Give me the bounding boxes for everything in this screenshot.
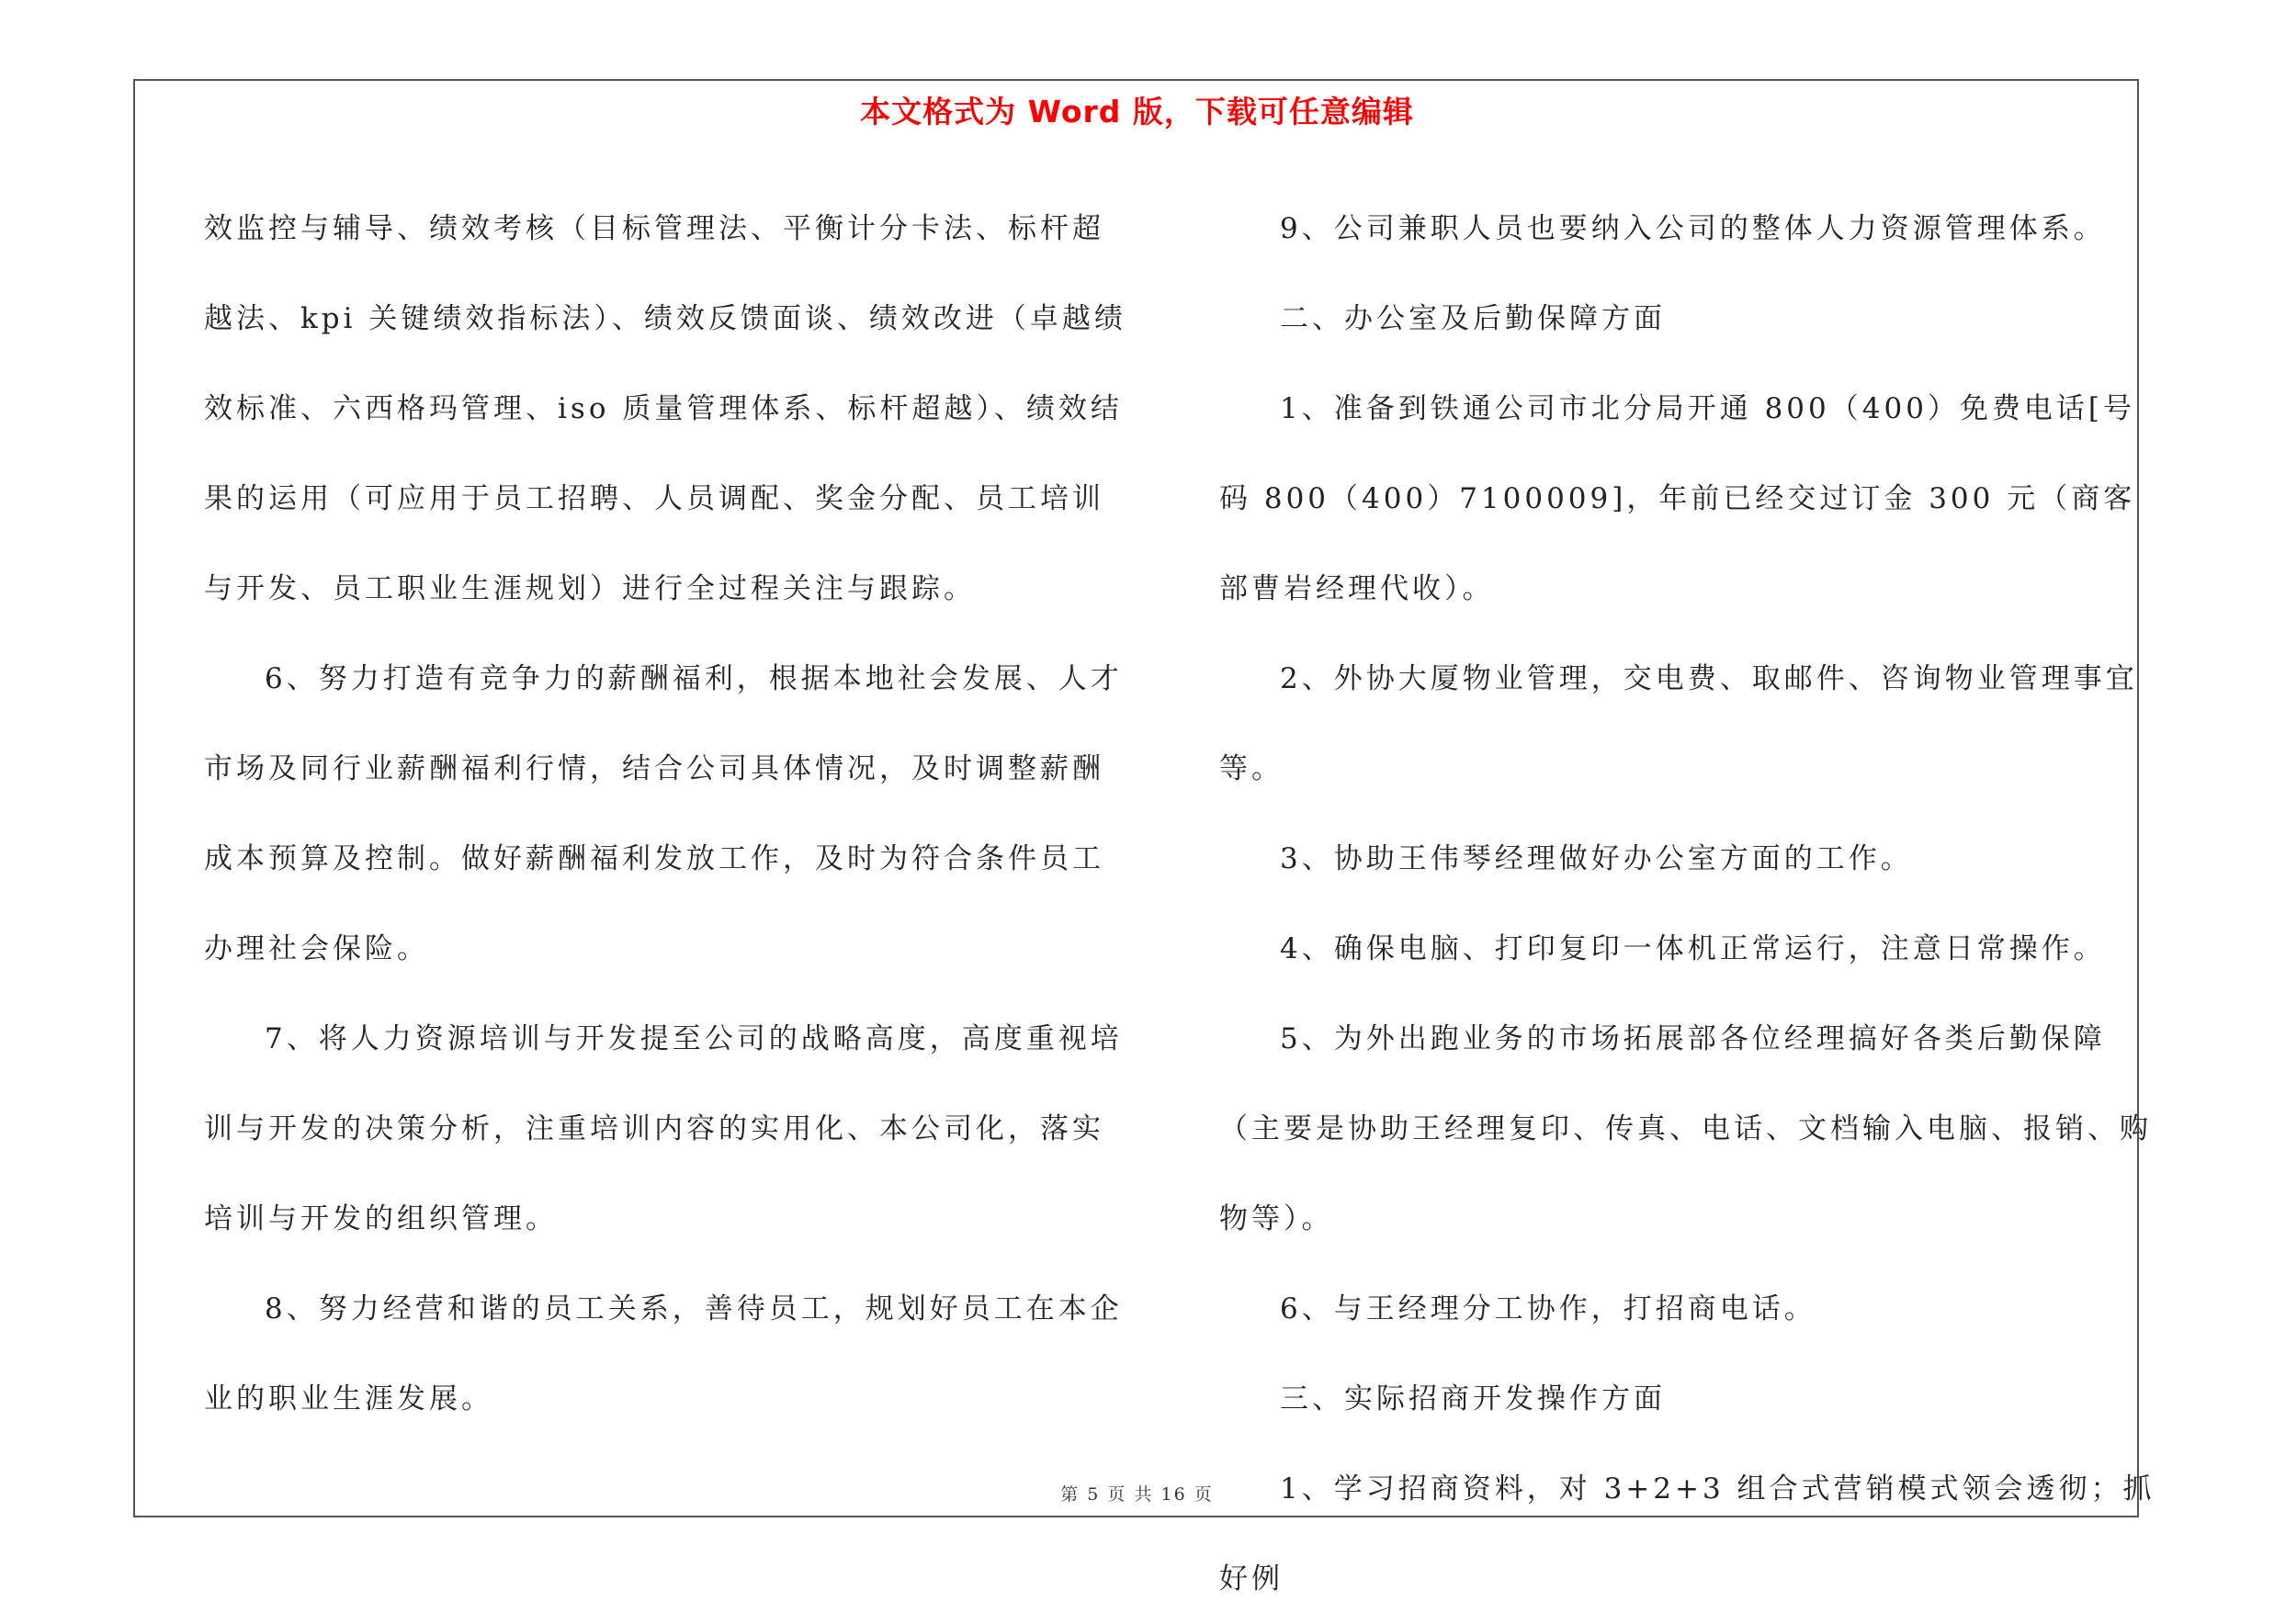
paragraph-investment-item-1: 1、学习招商资料，对 3+2+3 组合式营销模式领会透彻；抓好例 xyxy=(1219,1472,2155,1596)
paragraph-office-item-5-support: 5、为外出跑业务的市场拓展部各位经理搞好各类后勤保障（主要是协助王经理复印、传真、电话、文档输入电脑、报销、购物等）。 xyxy=(1219,1022,2152,1235)
paragraph-item-9-part-time: 9、公司兼职人员也要纳入公司的整体人力资源管理体系。 xyxy=(1280,212,2106,245)
paragraph-office-item-1-phone: 1、准备到铁通公司市北分局开通 800（400）免费电话[号码 800（400）7100009]，年前已经交过订金 300 元（商客部曹岩经理代收）。 xyxy=(1219,392,2136,605)
paragraph-office-item-4-equipment: 4、确保电脑、打印复印一体机正常运行，注意日常操作。 xyxy=(1280,932,2106,965)
paragraph-performance-continued: 效监控与辅导、绩效考核（目标管理法、平衡计分卡法、标杆超越法、kpi 关键绩效指标法）、绩效反馈面谈、绩效改进（卓越绩效标准、六西格玛管理、iso 质量管理体系、标杆超越）、绩效结果的运用（可应用于员工招聘、人员调配、奖金分配、员工培训与开发、员工职业生涯规划）进行全过程关注与跟踪。 xyxy=(204,212,1126,605)
right-text-column xyxy=(1219,184,2156,1624)
section-heading-office-logistics: 二、办公室及后勤保障方面 xyxy=(1280,302,1666,335)
paragraph-office-item-6-calls: 6、与王经理分工协作，打招商电话。 xyxy=(1280,1292,1816,1325)
section-heading-investment: 三、实际招商开发操作方面 xyxy=(1280,1382,1666,1415)
page-number: 第 5 页 共 16 页 xyxy=(1060,1484,1214,1505)
paragraph-item-7-training: 7、将人力资源培训与开发提至公司的战略高度，高度重视培训与开发的决策分析，注重培训内容的实用化、本公司化，落实培训与开发的组织管理。 xyxy=(204,1022,1123,1235)
paragraph-office-item-2-property: 2、外协大厦物业管理，交电费、取邮件、咨询物业管理事宜等。 xyxy=(1219,662,2138,785)
left-text-column xyxy=(204,184,1132,1444)
paragraph-item-8-employee-relations: 8、努力经营和谐的员工关系，善待员工，规划好员工在本企业的职业生涯发展。 xyxy=(204,1292,1123,1415)
paragraph-item-6-compensation: 6、努力打造有竞争力的薪酬福利，根据本地社会发展、人才市场及同行业薪酬福利行情，结合公司具体情况，及时调整薪酬成本预算及控制。做好薪酬福利发放工作，及时为符合条件员工办理社会保险。 xyxy=(204,662,1123,965)
paragraph-office-item-3-assist: 3、协助王伟琴经理做好办公室方面的工作。 xyxy=(1280,842,1913,875)
format-banner: 本文格式为 Word 版，下载可任意编辑 xyxy=(860,94,1414,130)
